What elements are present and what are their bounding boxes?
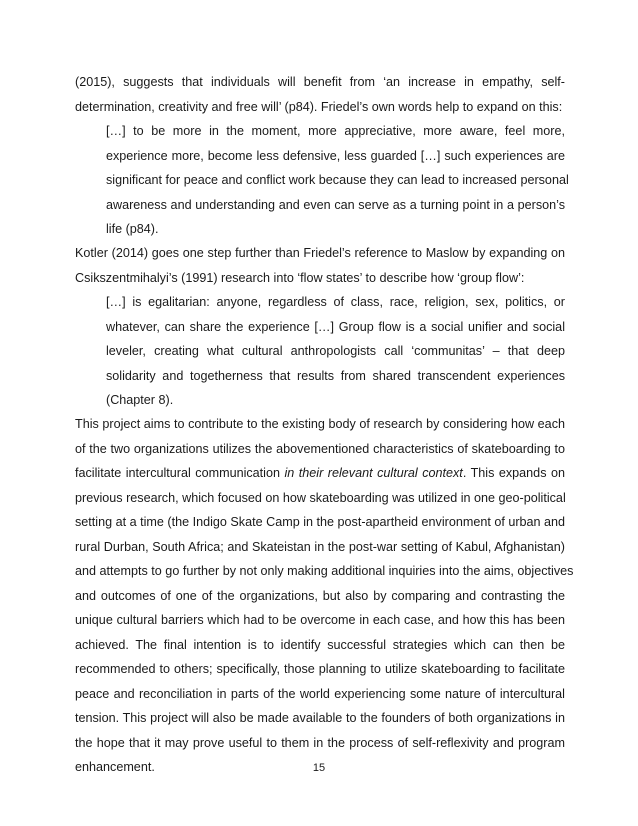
quote-line: […] to be more in the moment, more appreciative, more aware, feel more, — [106, 124, 565, 138]
quote-line: life (p84). — [106, 222, 159, 236]
text-line: and attempts to go further by not only making additional inquiries into the aims, objectives — [75, 564, 574, 578]
block-quote-2 — [106, 290, 565, 413]
text-line: unique cultural barriers which had to be overcome in each case, and how this has been — [75, 613, 565, 627]
text-line: determination, creativity and free will’ (p84). Friedel’s own words help to expand on this: — [75, 99, 563, 114]
body-paragraph-1 — [75, 70, 565, 119]
quote-line: […] is egalitarian: anyone, regardless of class, race, religion, sex, politics, or — [106, 295, 565, 309]
quote-line: whatever, can share the experience […] Group flow is a social unifier and social — [106, 319, 565, 334]
text-line: of the two organizations utilizes the abovementioned characteristics of skateboarding to — [75, 441, 565, 456]
text-line: previous research, which focused on how skateboarding was utilized in one geo-political — [75, 490, 566, 505]
text-line: achieved. The final intention is to identify successful strategies which can then be — [75, 637, 565, 652]
text-run: facilitate intercultural communication — [75, 466, 285, 480]
text-line: Csikszentmihalyi’s (1991) research into ‘flow states’ to describe how ‘group flow’: — [75, 270, 525, 285]
text-line: tension. This project will also be made available to the founders of both organizations in — [75, 711, 565, 725]
text-line: Kotler (2014) goes one step further than Friedel’s reference to Maslow by expanding on — [75, 246, 565, 260]
text-line: recommended to others; specifically, those planning to utilize skateboarding to facilitate — [75, 662, 565, 676]
text-line-with-emphasis — [75, 461, 565, 486]
text-line: rural Durban, South Africa; and Skateistan in the post-war setting of Kabul, Afghanistan) — [75, 539, 565, 554]
quote-line: significant for peace and conflict work because they can lead to increased personal — [106, 173, 569, 187]
quote-line: (Chapter 8). — [106, 393, 174, 407]
emphasized-text: in their relevant cultural context — [284, 466, 463, 480]
body-paragraph-3 — [75, 412, 574, 780]
text-run: . This expands on — [462, 466, 565, 480]
quote-line: experience more, become less defensive, less guarded […] such experiences are — [106, 148, 565, 163]
text-line: the hope that it may prove useful to them in the process of self-reflexivity and program — [75, 735, 565, 750]
text-line: This project aims to contribute to the existing body of research by considering how each — [75, 417, 565, 431]
quote-line: leveler, creating what cultural anthropologists call ‘communitas’ – that deep — [106, 344, 565, 358]
text-line: peace and reconciliation in parts of the world experiencing some nature of intercultural — [75, 686, 565, 701]
text-line: and outcomes of one of the organizations, but also by comparing and contrasting the — [75, 588, 565, 603]
page-number: 15 — [312, 762, 326, 774]
text-line: (2015), suggests that individuals will benefit from ‘an increase in empathy, self- — [75, 75, 565, 89]
text-line: enhancement. — [75, 760, 155, 774]
text-line: setting at a time (the Indigo Skate Camp in the post-apartheid environment of urban and — [75, 515, 566, 529]
body-paragraph-2 — [75, 241, 565, 290]
quote-line: solidarity and togetherness that results from shared transcendent experiences — [106, 368, 565, 383]
quote-line: awareness and understanding and even can serve as a turning point in a person’s — [106, 197, 565, 212]
block-quote-1 — [106, 119, 569, 242]
